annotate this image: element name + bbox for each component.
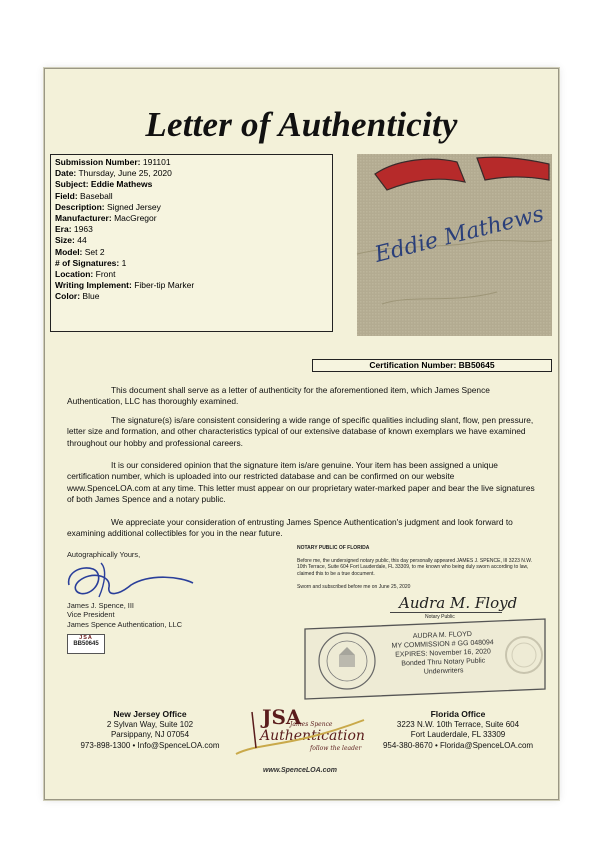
notary-public-label: Notary Public [425,614,455,620]
paragraph: The signature(s) is/are consistent considering a wide range of specific qualities including slant, flow, pen pressure, letter size and formation, and other characteristics typical of our extensive database of known exemplars we have examined throughout our hobby and professional careers. [67,415,534,448]
svg-text:James Spence: James Spence [290,721,333,728]
details-box [50,154,333,332]
signer-details: James J. Spence, III Vice President James Spence Authentication, LLC [67,601,183,629]
notary-text: Before me, the undersigned notary public, this day personally appeared JAMES J. SPENCE, III 3223 N.W. 10th Terrace, Suite 604 Fort Lauderdale, FL 33309, to me known who being duly sworn according to law, claimed this to be a true document. [297,558,533,577]
detail-row: Writing Implement: Fiber-tip Marker [55,280,195,291]
item-photo [357,154,552,336]
svg-text:JSA: JSA [262,705,302,729]
detail-row: Era: 1963 [55,224,93,235]
jersey-photo [357,154,552,336]
detail-row: Submission Number: 191101 [55,157,171,167]
website-url: www.SpenceLOA.com [262,767,338,774]
notary-signature-line [390,612,502,613]
jsa-logo-graphic [230,702,370,762]
detail-row: # of Signatures: 1 [55,257,127,268]
detail-row: Date: Thursday, June 25, 2020 [55,168,172,179]
florida-office: Florida Office 3223 N.W. 10th Terrace, Suite 604 Fort Lauderdale, FL 33309 954-380-8670 • Florida@SpenceLOA.com [382,709,534,750]
jsa-sticker-logo: JSA [79,635,93,641]
paragraph: It is our considered opinion that the signature item is/are genuine. Your item has been assigned a unique certification number, which is uploaded into our restricted database and can be confirmed on our website www.SpenceLOA.com at any time. This letter must appear on our proprietary water-marked paper and bear the live signatures of both James Spence and a notary public. [67,460,535,505]
notary-sworn: Sworn and subscribed before me on June 25, 2020 [297,584,411,590]
page-title: Letter of Authenticity [145,105,458,144]
detail-row: Location: Front [55,269,116,280]
notary-stamp [301,615,549,705]
svg-text:Audra M. Floyd: Audra M. Floyd [399,594,518,612]
svg-text:follow the leader: follow the leader [310,745,362,752]
notary-heading: NOTARY PUBLIC OF FLORIDA [297,545,370,551]
notary-stamp-text: AUDRA M. FLOYD MY COMMISSION # GG 048094 EXPIRES: November 16, 2020 Bonded Thru Notary Public Underwriters [391,630,494,676]
svg-text:Authentication: Authentication [260,728,365,744]
new-jersey-office: New Jersey Office 2 Sylvan Way, Suite 102 Parsippany, NJ 07054 973-898-1300 • Info@SpenceLOA.com [80,709,220,750]
photo-signature: Eddie Mathews [372,201,547,268]
spence-signature [61,555,201,605]
paragraph: This document shall serve as a letter of authenticity for the aforementioned item, which James Spence Authentication, LLC has thoroughly examined. [67,385,490,407]
detail-row: Subject: Eddie Mathews [55,179,153,190]
detail-row: Manufacturer: MacGregor [55,213,157,224]
jsa-logo [230,702,370,762]
detail-row: Color: Blue [55,291,100,302]
detail-row: Model: Set 2 [55,246,105,257]
paragraph: We appreciate your consideration of entrusting James Spence Authentication's judgment and look forward to examining additional collectibles for you in the near future. [67,517,513,539]
detail-row: Size: 44 [55,235,87,246]
embossed-seal [503,623,545,687]
certificate-paper [44,68,559,800]
certification-number-box: Certification Number: BB50645 [312,359,552,372]
detail-row: Field: Baseball [55,190,113,201]
detail-row: Description: Signed Jersey [55,201,161,212]
closing: Autographically Yours, [67,550,141,559]
jsa-sticker: JSA BB50645 [67,634,105,654]
